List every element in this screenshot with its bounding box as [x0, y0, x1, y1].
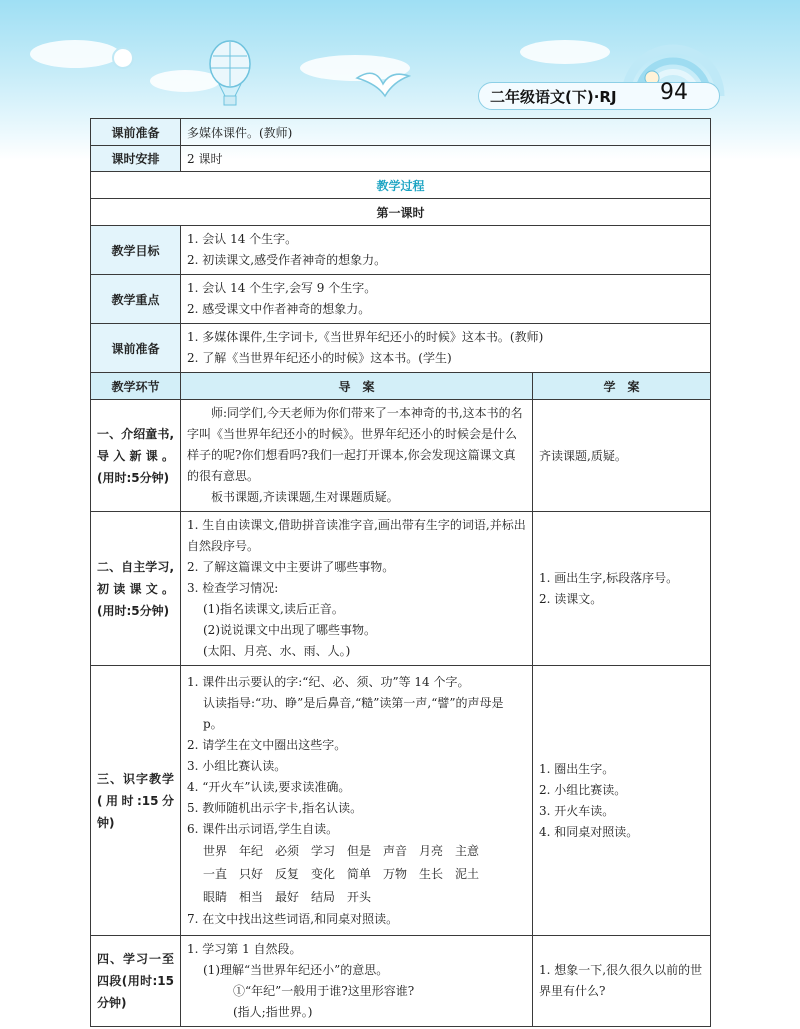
- schedule-label: 课时安排: [91, 146, 181, 172]
- table-row: [91, 226, 711, 275]
- list-item: 3. 开火车读。: [539, 803, 615, 818]
- table-row: [91, 119, 711, 146]
- table-row: [91, 275, 711, 324]
- prep2-label: 课前准备: [91, 324, 181, 373]
- column-header-stage: 教学环节: [91, 373, 181, 400]
- guide-paragraph: 师:同学们,今天老师为你们带来了一本神奇的书,这本书的名字叫《当世界年纪还小的时候》。世界年纪还小的时候会是什么样子的呢?你们想看吗?我们一起打开课本,你会发现这篇课文真的很有意思。: [187, 406, 523, 483]
- schedule-value: 2 课时: [181, 146, 711, 172]
- book-title: 二年级语文(下)·RJ: [490, 88, 617, 106]
- table-row: [91, 199, 711, 226]
- stage1-guide: [181, 400, 533, 512]
- list-item: 1. 生自由读课文,借助拼音读准字音,画出带有生字的词语,并标出自然段序号。: [187, 518, 526, 553]
- table-row: [91, 172, 711, 199]
- list-item: 4. 和同桌对照读。: [539, 824, 639, 839]
- cloud-decoration: [30, 40, 120, 68]
- list-item: ①“年纪”一般用于谁?这里形容谁?: [233, 984, 415, 998]
- keys-label: 教学重点: [91, 275, 181, 324]
- list-item: 1. 会认 14 个生字。: [187, 232, 298, 246]
- list-item: 2. 请学生在文中圈出这些字。: [187, 737, 347, 752]
- bird-icon: [355, 66, 411, 102]
- hot-air-balloon-icon: [205, 40, 255, 108]
- table-row: [91, 512, 711, 666]
- list-item: 2. 初读课文,感受作者神奇的想象力。: [187, 253, 387, 267]
- stage1-label: 一、介绍童书,导入新课。(用时:5分钟): [91, 400, 181, 512]
- list-item: 1. 会认 14 个生字,会写 9 个生字。: [187, 281, 377, 295]
- list-item: (2)说说课文中出现了哪些事物。: [203, 623, 376, 637]
- stage2-study: [533, 512, 711, 666]
- stage3-study: [533, 666, 711, 936]
- list-item: 2. 读课文。: [539, 591, 603, 606]
- lesson-title: 第一课时: [91, 199, 711, 226]
- table-row: [91, 666, 711, 936]
- list-item: 2. 了解《当世界年纪还小的时候》这本书。(学生): [187, 351, 452, 365]
- list-item: 6. 课件出示词语,学生自读。: [187, 821, 339, 836]
- list-item: 1. 多媒体课件,生字词卡,《当世界年纪还小的时候》这本书。(教师): [187, 330, 544, 344]
- table-row: [91, 400, 711, 512]
- column-header-guide: 导 案: [181, 373, 533, 400]
- stage1-study: 齐读课题,质疑。: [533, 400, 711, 512]
- stage2-guide: [181, 512, 533, 666]
- stage3-guide: [181, 666, 533, 936]
- stage2-label: 二、自主学习,初读课文。(用时:5分钟): [91, 512, 181, 666]
- stage3-label: 三、识字教学(用时:15分钟): [91, 666, 181, 936]
- prep-value: 多媒体课件。(教师): [181, 119, 711, 146]
- prep-label: 课前准备: [91, 119, 181, 146]
- lesson-plan-table: [90, 118, 711, 1027]
- process-title: 教学过程: [91, 172, 711, 199]
- list-item: 2. 小组比赛读。: [539, 782, 627, 797]
- stage4-label: 四、学习一至四段(用时:15分钟): [91, 936, 181, 1027]
- word-list-row: 一直 只好 反复 变化 简单 万物 生长 泥土: [203, 866, 480, 881]
- word-list-row: 世界 年纪 必须 学习 但是 声音 月亮 主意: [203, 843, 480, 858]
- table-row: [91, 936, 711, 1027]
- list-item: 2. 感受课文中作者神奇的想象力。: [187, 302, 371, 316]
- list-item: 1. 画出生字,标段落序号。: [539, 570, 679, 585]
- goals-content: [181, 226, 711, 275]
- table-row: [91, 373, 711, 400]
- list-item: (指人;指世界。): [233, 1005, 313, 1019]
- keys-content: [181, 275, 711, 324]
- list-item: 7. 在文中找出这些词语,和同桌对照读。: [187, 911, 399, 926]
- table-row: [91, 324, 711, 373]
- list-item: 认读指导:“功、睁”是后鼻音,“糙”读第一声,“譬”的声母是 p。: [203, 695, 504, 731]
- word-list-row: 眼睛 相当 最好 结局 开头: [203, 889, 372, 904]
- list-item: 5. 教师随机出示字卡,指名认读。: [187, 800, 363, 815]
- goals-label: 教学目标: [91, 226, 181, 275]
- column-header-study: 学 案: [533, 373, 711, 400]
- list-item: 1. 圈出生字。: [539, 761, 615, 776]
- page-number: 94: [660, 80, 688, 105]
- stage4-guide: [181, 936, 533, 1027]
- list-item: (1)理解“当世界年纪还小”的意思。: [203, 963, 389, 977]
- prep2-content: [181, 324, 711, 373]
- list-item: (太阳、月亮、水、雨、人。): [203, 644, 351, 658]
- list-item: 2. 了解这篇课文中主要讲了哪些事物。: [187, 560, 395, 574]
- list-item: (1)指名读课文,读后正音。: [203, 602, 344, 616]
- sun-icon: [110, 45, 136, 71]
- list-item: 1. 学习第 1 自然段。: [187, 942, 302, 956]
- list-item: 4. “开火车”认读,要求读准确。: [187, 779, 351, 794]
- list-item: 3. 小组比赛认读。: [187, 758, 287, 773]
- stage4-study: 1. 想象一下,很久很久以前的世界里有什么?: [533, 936, 711, 1027]
- list-item: 1. 课件出示要认的字:“纪、必、须、功”等 14 个字。: [187, 674, 470, 689]
- cloud-decoration: [520, 40, 610, 64]
- table-row: [91, 146, 711, 172]
- guide-paragraph: 板书课题,齐读课题,生对课题质疑。: [211, 490, 399, 504]
- list-item: 3. 检查学习情况:: [187, 581, 279, 595]
